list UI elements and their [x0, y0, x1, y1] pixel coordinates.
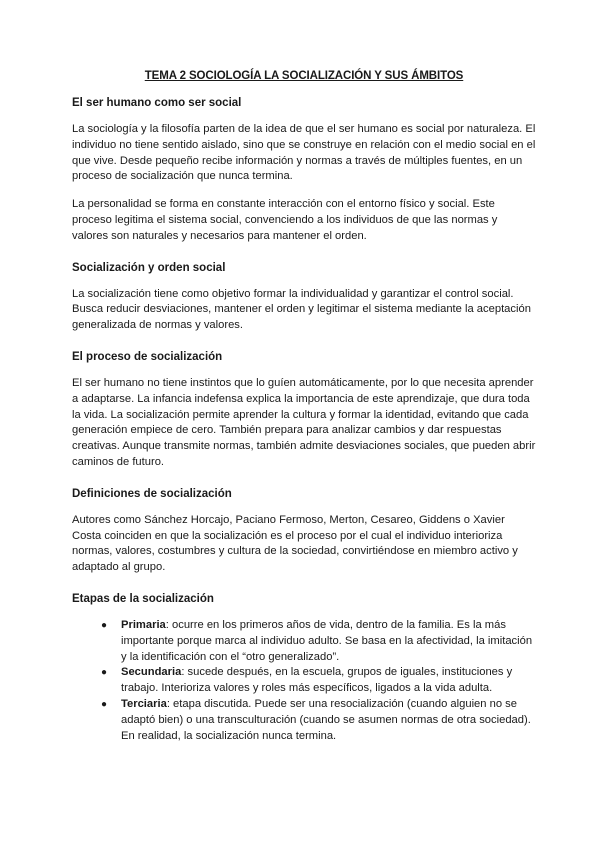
bullet-icon: ● — [101, 698, 108, 710]
section-heading-etapas: Etapas de la socialización — [72, 592, 214, 605]
list-item — [101, 697, 536, 744]
list-item-text: : ocurre en los primeros años de vida, dentro de la familia. Es la más importante porque marca al individuo adulto. Se basa en la afectividad, la imitación y la identificación con el “otro generalizado”. — [121, 618, 533, 663]
list-item — [101, 665, 536, 697]
section-heading-definiciones: Definiciones de socialización — [72, 487, 232, 500]
list-item-text: : etapa discutida. Puede ser una resocialización (cuando alguien no se adaptó bien) o una transculturación (cuando se asumen normas de otra sociedad). En realidad, la socialización nunca termina. — [121, 697, 531, 742]
list-item-term: Primaria — [121, 618, 166, 631]
section-heading-ser-social: El ser humano como ser social — [72, 97, 242, 109]
paragraph: Autores como Sánchez Horcajo, Paciano Fermoso, Merton, Cesareo, Giddens o Xavier Costa coinciden en que la socialización es el proceso por el cual el individuo interioriza normas, valores, costumbres y cultura de la sociedad, convirtiéndose en miembro activo y adaptado al grupo. — [72, 513, 518, 574]
paragraph: La socialización tiene como objetivo formar la individualidad y garantizar el control social. Busca reducir desviaciones, mantener el orden y legitimar el sistema mediante la aceptación generalizada de normas y valores. — [72, 287, 531, 332]
section-heading-proceso: El proceso de socialización — [72, 350, 223, 363]
list-item-term: Secundaria — [121, 666, 182, 679]
list-item-term: Terciaria — [121, 697, 167, 710]
paragraph: La personalidad se forma en constante interacción con el entorno físico y social. Este proceso legitima el sistema social, convenciendo a los individuos de que las normas y valores son naturales y necesarios para mantener el orden. — [72, 198, 498, 242]
stages-list — [72, 618, 536, 744]
list-item — [101, 618, 536, 665]
bullet-icon: ● — [101, 667, 108, 679]
section-heading-orden-social: Socialización y orden social — [72, 261, 226, 274]
list-item-text: : sucede después, en la escuela, grupos de iguales, instituciones y trabajo. Interioriza valores y roles más específicos, ligados a la vida adulta. — [121, 666, 513, 695]
document-title: TEMA 2 SOCIOLOGÍA LA SOCIALIZACIÓN Y SUS ÁMBITOS — [144, 70, 464, 82]
paragraph: El ser humano no tiene instintos que lo guíen automáticamente, por lo que necesita aprender a adaptarse. La infancia indefensa explica la importancia de este aprendizaje, que dura toda la vida. La socialización permite aprender la cultura y formar la identidad, evitando que cada generación empiece de cero. También prepara para analizar cambios y dar respuestas creativas. Aunque transmite normas, también admite desviaciones sociales, que pueden abrir caminos de futuro. — [72, 376, 536, 468]
paragraph: La sociología y la filosofía parten de la idea de que el ser humano es social por naturaleza. El individuo no tiene sentido aislado, sino que se construye en relación con el medio social en el que vive. Desde pequeño recibe información y normas a través de múltiples fuentes, en un proceso de socialización que nunca termina. — [72, 123, 536, 183]
bullet-icon: ● — [101, 619, 108, 631]
